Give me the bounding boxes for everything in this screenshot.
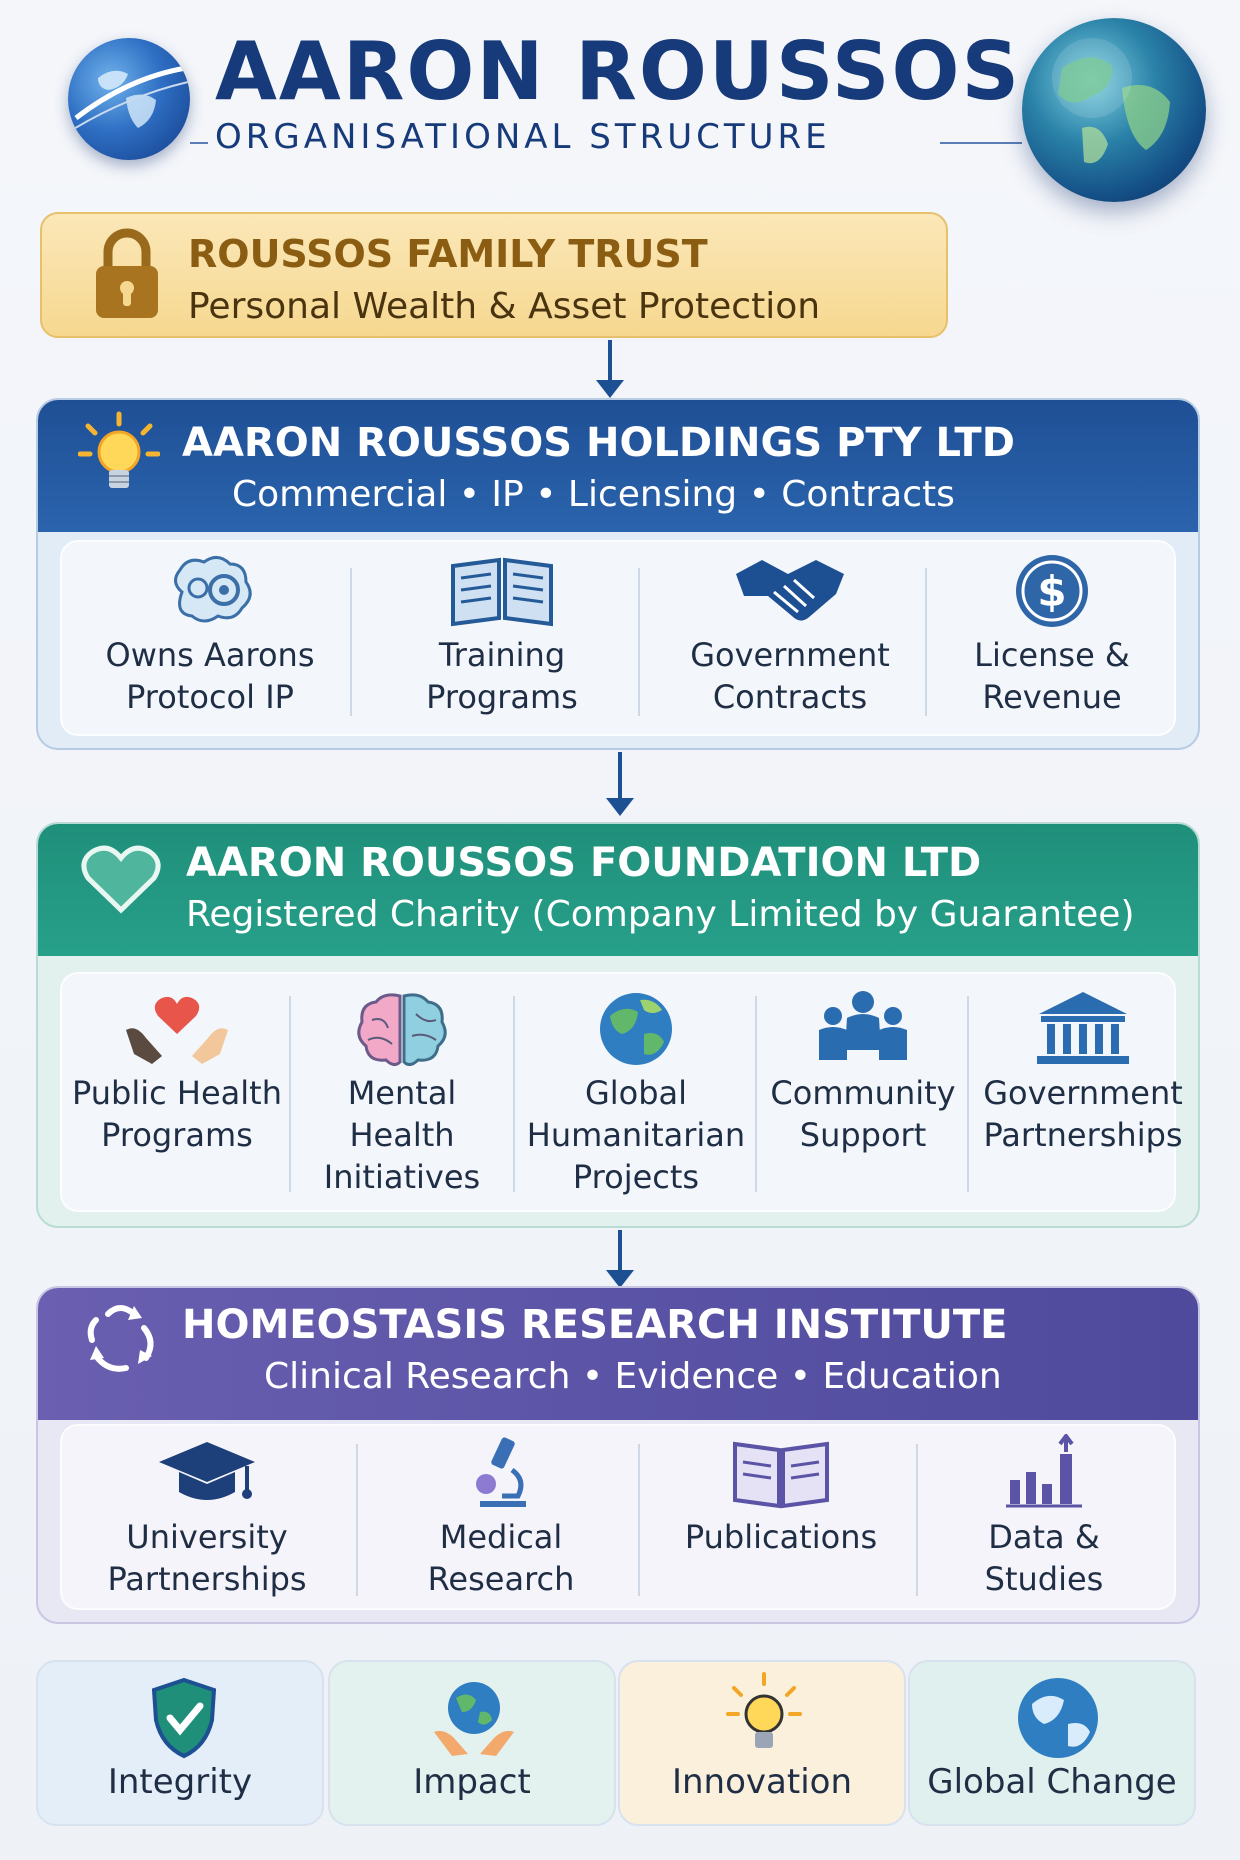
institute-subtitle: Clinical Research • Evidence • Education: [264, 1356, 1002, 1397]
item-label: Revenue: [982, 678, 1122, 716]
holdings-item-training: [362, 552, 642, 718]
divider: [513, 996, 515, 1192]
item-label: Partnerships: [983, 1116, 1183, 1154]
earth-globe-icon: [1022, 18, 1206, 202]
graduation-cap-icon: [155, 1434, 259, 1512]
book-icon: [729, 1434, 833, 1512]
item-label: Support: [799, 1116, 927, 1154]
connector-arrow: [608, 340, 612, 384]
globe-logo-icon: [68, 38, 190, 160]
item-label: University: [126, 1518, 288, 1556]
globe-icon: [594, 990, 678, 1068]
institute-item-publications: [646, 1434, 916, 1558]
holdings-item-contracts: [650, 552, 930, 718]
foundation-title: AARON ROUSSOS FOUNDATION LTD: [186, 840, 982, 886]
holdings-subtitle: Commercial • IP • Licensing • Contracts: [232, 474, 955, 515]
institute-item-medical-research: [366, 1434, 636, 1600]
value-label: Global Change: [927, 1762, 1177, 1802]
subtitle-rule-right: [940, 142, 1022, 144]
dollar-coin-icon: [1012, 552, 1092, 630]
recycle-icon: [80, 1298, 160, 1378]
item-label: Health: [349, 1116, 455, 1154]
hands-heart-icon: [122, 990, 232, 1068]
item-label: Medical: [439, 1518, 563, 1556]
lock-icon: [92, 226, 162, 322]
lightbulb-icon: [78, 410, 160, 500]
item-label: Global: [584, 1074, 688, 1112]
item-label: Data &: [988, 1518, 1100, 1556]
item-label: Government: [983, 1074, 1183, 1112]
institute-item-university: [70, 1434, 344, 1600]
people-icon: [809, 990, 917, 1068]
item-label: Programs: [101, 1116, 253, 1154]
item-label: Owns Aarons: [105, 636, 315, 674]
lightbulb-icon: [726, 1672, 802, 1760]
globe-icon: [1014, 1674, 1102, 1762]
item-label: Community: [770, 1074, 956, 1112]
item-label: Training: [438, 636, 566, 674]
divider: [638, 568, 640, 716]
holdings-title: AARON ROUSSOS HOLDINGS PTY LTD: [182, 420, 1015, 466]
item-label: Humanitarian: [526, 1116, 746, 1154]
item-label: Public Health: [72, 1074, 282, 1112]
arrow-head-icon: [596, 380, 624, 398]
trust-subtitle: Personal Wealth & Asset Protection: [188, 286, 821, 327]
foundation-item-public-health: [70, 990, 284, 1156]
foundation-item-humanitarian: [520, 990, 752, 1198]
subtitle-rule-left: [190, 142, 208, 144]
value-card-impact: [328, 1660, 616, 1826]
divider: [638, 1444, 640, 1596]
heart-icon: [80, 844, 162, 916]
divider: [289, 996, 291, 1192]
handshake-icon: [732, 552, 848, 630]
item-label: Protocol IP: [126, 678, 294, 716]
item-label: Initiatives: [323, 1158, 481, 1196]
brain-gears-icon: [162, 552, 258, 630]
divider: [755, 996, 757, 1192]
item-label: Projects: [572, 1158, 700, 1196]
value-card-global-change: [908, 1660, 1196, 1826]
bar-chart-icon: [1002, 1434, 1086, 1512]
microscope-icon: [466, 1434, 536, 1512]
divider: [350, 568, 352, 716]
divider: [967, 996, 969, 1192]
item-label: Studies: [984, 1560, 1104, 1598]
foundation-item-community: [760, 990, 966, 1156]
item-label: Partnerships: [107, 1560, 307, 1598]
value-card-integrity: [36, 1660, 324, 1826]
government-building-icon: [1035, 990, 1131, 1068]
foundation-item-government: [974, 990, 1192, 1156]
foundation-item-mental-health: [296, 990, 508, 1198]
trust-title: ROUSSOS FAMILY TRUST: [188, 232, 708, 276]
value-label: Integrity: [107, 1762, 253, 1802]
holdings-item-license: [932, 552, 1172, 718]
divider: [916, 1444, 918, 1596]
item-label: License &: [974, 636, 1130, 674]
value-label: Innovation: [671, 1762, 852, 1802]
arrow-head-icon: [606, 798, 634, 816]
institute-item-data-studies: [926, 1434, 1162, 1600]
value-label: Impact: [413, 1762, 531, 1802]
divider: [925, 568, 927, 716]
foundation-subtitle: Registered Charity (Company Limited by Guarantee): [186, 894, 1135, 935]
hands-globe-icon: [430, 1676, 518, 1760]
page-subtitle: ORGANISATIONAL STRUCTURE: [215, 117, 831, 157]
institute-title: HOMEOSTASIS RESEARCH INSTITUTE: [182, 1302, 1008, 1348]
item-label: Government: [690, 636, 890, 674]
shield-check-icon: [150, 1676, 218, 1760]
brain-icon: [354, 990, 450, 1068]
svg-text:$: $: [1037, 567, 1067, 616]
divider: [356, 1444, 358, 1596]
item-label: Mental: [347, 1074, 457, 1112]
page-title: AARON ROUSSOS: [215, 25, 1022, 118]
value-card-innovation: [618, 1660, 906, 1826]
item-label: Research: [427, 1560, 575, 1598]
item-label: Contracts: [712, 678, 868, 716]
open-book-icon: [447, 552, 557, 630]
connector-arrow: [618, 752, 622, 802]
item-label: Publications: [684, 1518, 878, 1556]
item-label: Programs: [426, 678, 578, 716]
holdings-item-ip: [70, 552, 350, 718]
